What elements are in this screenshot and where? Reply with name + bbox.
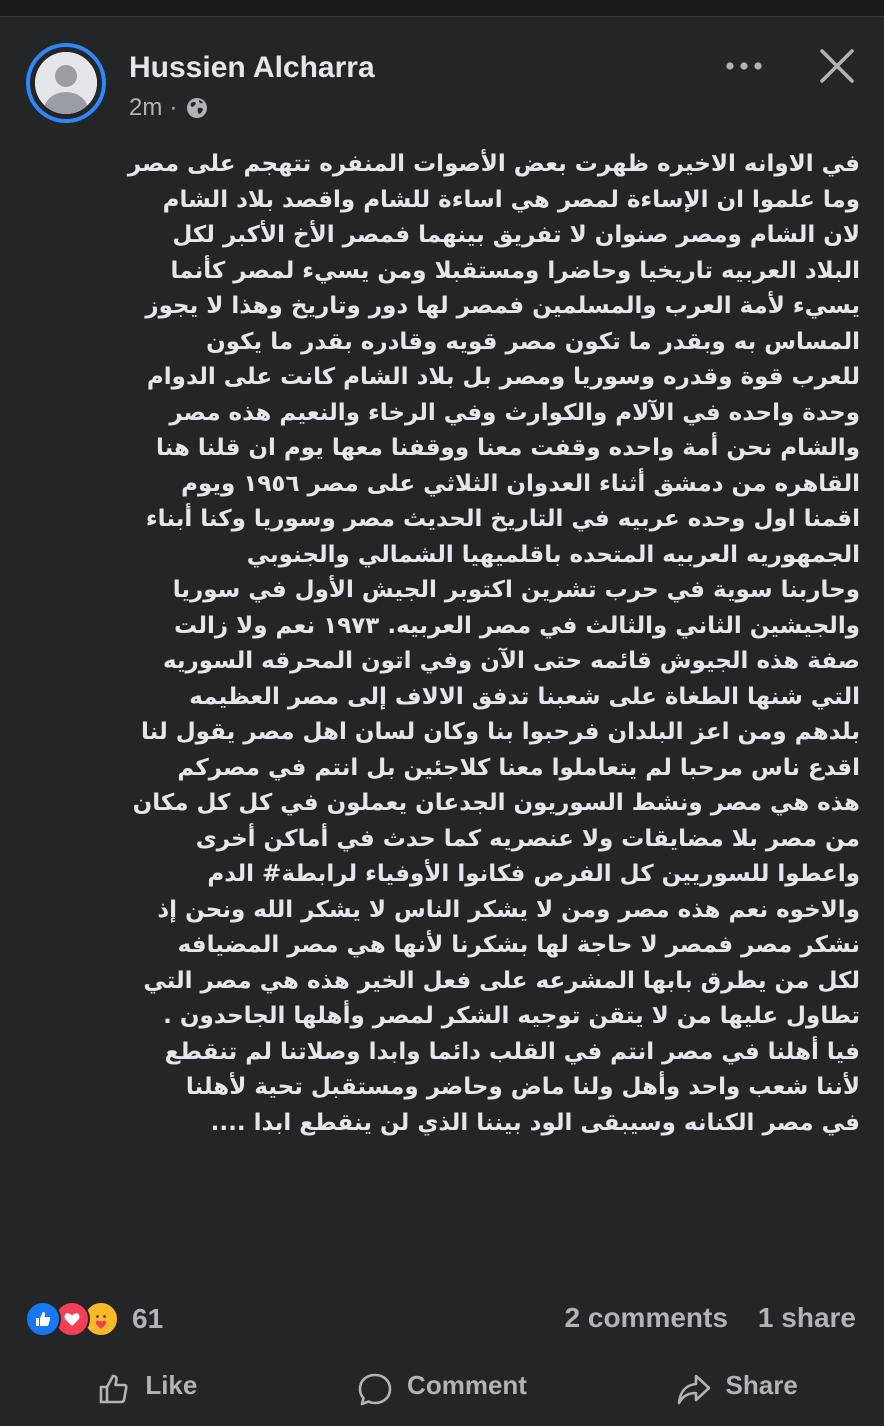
more-dots-icon [722,50,766,82]
post-text-line: يسيء لأمة العرب والمسلمين فمصر لها دور وتاريخ وهذا لا يجوز [145,293,860,319]
like-label: Like [145,1370,198,1400]
post-text-line: المساس به وبقدر ما تكون مصر قويه وقادره بقدر ما يكون [206,328,860,355]
post-text-line: من مصر بلا مضايقات ولا عنصريه كما حدث في أماكن أخرى [195,825,860,852]
meta-separator: · [169,94,178,121]
post-text-line: تطاول عليها من لا يتقن توجيه الشكر لمصر وأهلها الجاحدون . [163,1003,860,1029]
close-icon [816,45,858,87]
reaction-summary[interactable] [25,1299,163,1339]
comment-icon [357,1372,393,1408]
share-label: Share [725,1370,798,1400]
comments-count-link[interactable]: 2 comments [564,1302,728,1333]
post-text-line: الجمهوريه العربيه المتحده باقلميهيا الشمالي والجنوبي [246,541,860,568]
post-text-line: والشام نحن أمة واحده وقفت معنا ووقفنا معها يوم ان قلنا هنا [155,435,860,461]
post-text-line: في مصر الكنانه وسيبقى الود بيننا الذي لن ينقطع ابدا .... [210,1109,860,1136]
post-text-line: والجيشين الثاني والثالث في مصر العربيه. ١٩٧٣ نعم ولا زالت [173,612,860,639]
comment-label: Comment [407,1370,527,1400]
post-text-line: وما علموا ان الإساءة لمصر هي اساءة للشام واقصد بلاد الشام [162,186,860,213]
top-strip [0,0,884,17]
post-text-line: وحدة واحده في الآلام والكوارث وفي الرخاء والنعيم هذه مصر [169,399,860,426]
post-text-line: البلاد العربيه تاريخيا وحاضرا ومستقبلا ومن يسيء لمصر كأنما [170,257,860,284]
post-text-line: اقدع ناس مرحبا لم يتعاملوا معنا كلاجئين بل انتم في مصركم [177,754,860,781]
close-button[interactable] [816,45,858,87]
author-name[interactable]: Hussien Alcharra [129,51,375,84]
comment-button[interactable] [295,1366,590,1426]
shares-count-link[interactable]: 1 share [757,1302,856,1333]
post-text-line: التي شنها الطغاة على شعبنا تدفق الالاف إلى مصر العظيمه [189,683,860,710]
reaction-count: 61 [132,1303,164,1334]
profile-avatar[interactable] [26,43,106,123]
post-text-line: بلدهم ومن اعز البلدان فرحبوا بنا وكان لسان اهل مصر يقول لنا [141,719,860,745]
post-text-line: في الاوانه الاخيره ظهرت بعض الأصوات المنفره تتهجم على مصر [127,151,860,177]
post-text-line: صفة هذه الجيوش قائمه حتى الآن وفي اتون المحرقه السوريه [162,648,860,674]
like-button[interactable] [0,1366,295,1426]
post-text-line: للعرب قوة وقدره وسوريا ومصر بل بلاد الشام كانت على الدوام [146,364,860,390]
like-reaction-icon [25,1301,61,1337]
post-timestamp[interactable]: 2m [129,94,163,121]
share-button[interactable] [589,1366,884,1426]
post-text-line: فيا أهلنا في مصر انتم في القلب دائما وابدا وصلاتنا لم تنقطع [164,1038,860,1065]
post-text-line: القاهره من دمشق أثناء العدوان الثلاثي على مصر ١٩٥٦ ويوم [181,470,860,497]
post-text-line: لان الشام ومصر صنوان لا تفريق بينهما فمصر الأخ الأكبر لكل [172,222,860,248]
post-text [20,147,860,1141]
post-text-line: والاخوه نعم هذه مصر ومن لا يشكر الناس لا يشكر الله ونحن إذ [157,896,860,923]
post-action-bar [0,1366,884,1426]
avatar-placeholder-icon [35,52,97,114]
post-text-line: نشكر مصر فمصر لا حاجة لها بشكرنا لأنها هي مصر المضيافه [177,932,860,958]
engagement-summary [565,1298,856,1338]
post-text-line: لأننا شعب واحد وأهل ولنا ماض وحاضر ومستقبل تحية لأهلنا [185,1074,860,1100]
post-text-line: واعطوا للسوريين كل الفرص فكانوا الأوفياء لرابطة# الدم [207,861,860,887]
post-text-line: هذه هي مصر ونشط السوريون الجدعان يعملون في كل كل مكان [132,790,860,816]
share-icon [676,1372,712,1408]
more-options-button[interactable] [722,50,766,82]
post-text-line: وحاربنا سوية في حرب تشرين اكتوبر الجيش الأول في سوريا [172,577,860,603]
like-icon [97,1372,131,1406]
post-text-line: اقمنا اول وحده عربيه في التاريخ الحديث مصر وسوريا وكنا أبناء [145,506,860,532]
globe-icon[interactable] [185,96,209,120]
post-meta [129,93,209,123]
post-text-line: لكل من يطرق بابها المشرعه على فعل الخير هذه هي مصر التي [143,967,860,994]
